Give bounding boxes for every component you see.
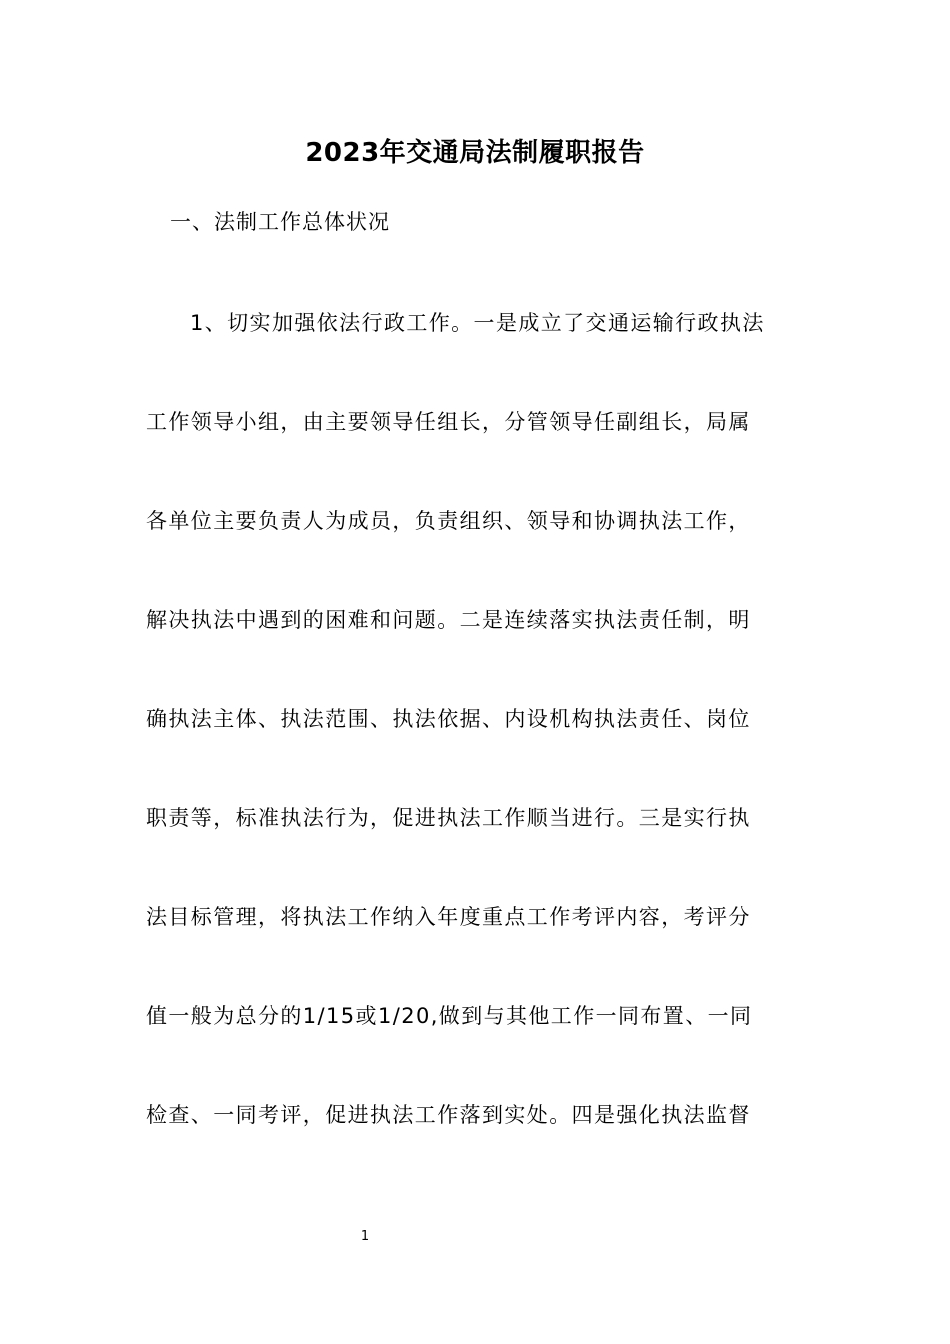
page-number: 1 [360, 1229, 370, 1244]
paragraph-line: 职责等，标准执法行为，促进执法工作顺当进行。三是实行执 [146, 806, 751, 830]
paragraph-line: 值一般为总分的1/15或1/20,做到与其他工作一同布置、一同 [146, 1004, 753, 1028]
paragraph-line: 解决执法中遇到的困难和问题。二是连续落实执法责任制，明 [146, 608, 751, 632]
paragraph-line: 确执法主体、执法范围、执法依据、内设机构执法责任、岗位 [146, 707, 751, 731]
document-title: 2023年交通局法制履职报告 [305, 138, 645, 168]
paragraph-line: 检查、一同考评，促进执法工作落到实处。四是强化执法监督 [146, 1103, 751, 1127]
paragraph-line: 工作领导小组，由主要领导任组长，分管领导任副组长，局属 [146, 410, 751, 434]
paragraph-line: 各单位主要负责人为成员，负责组织、领导和协调执法工作， [146, 509, 751, 533]
paragraph-line: 1、切实加强依法行政工作。一是成立了交通运输行政执法 [190, 311, 765, 335]
section-heading: 一、法制工作总体状况 [170, 210, 390, 234]
paragraph-line: 法目标管理，将执法工作纳入年度重点工作考评内容，考评分 [146, 905, 751, 929]
